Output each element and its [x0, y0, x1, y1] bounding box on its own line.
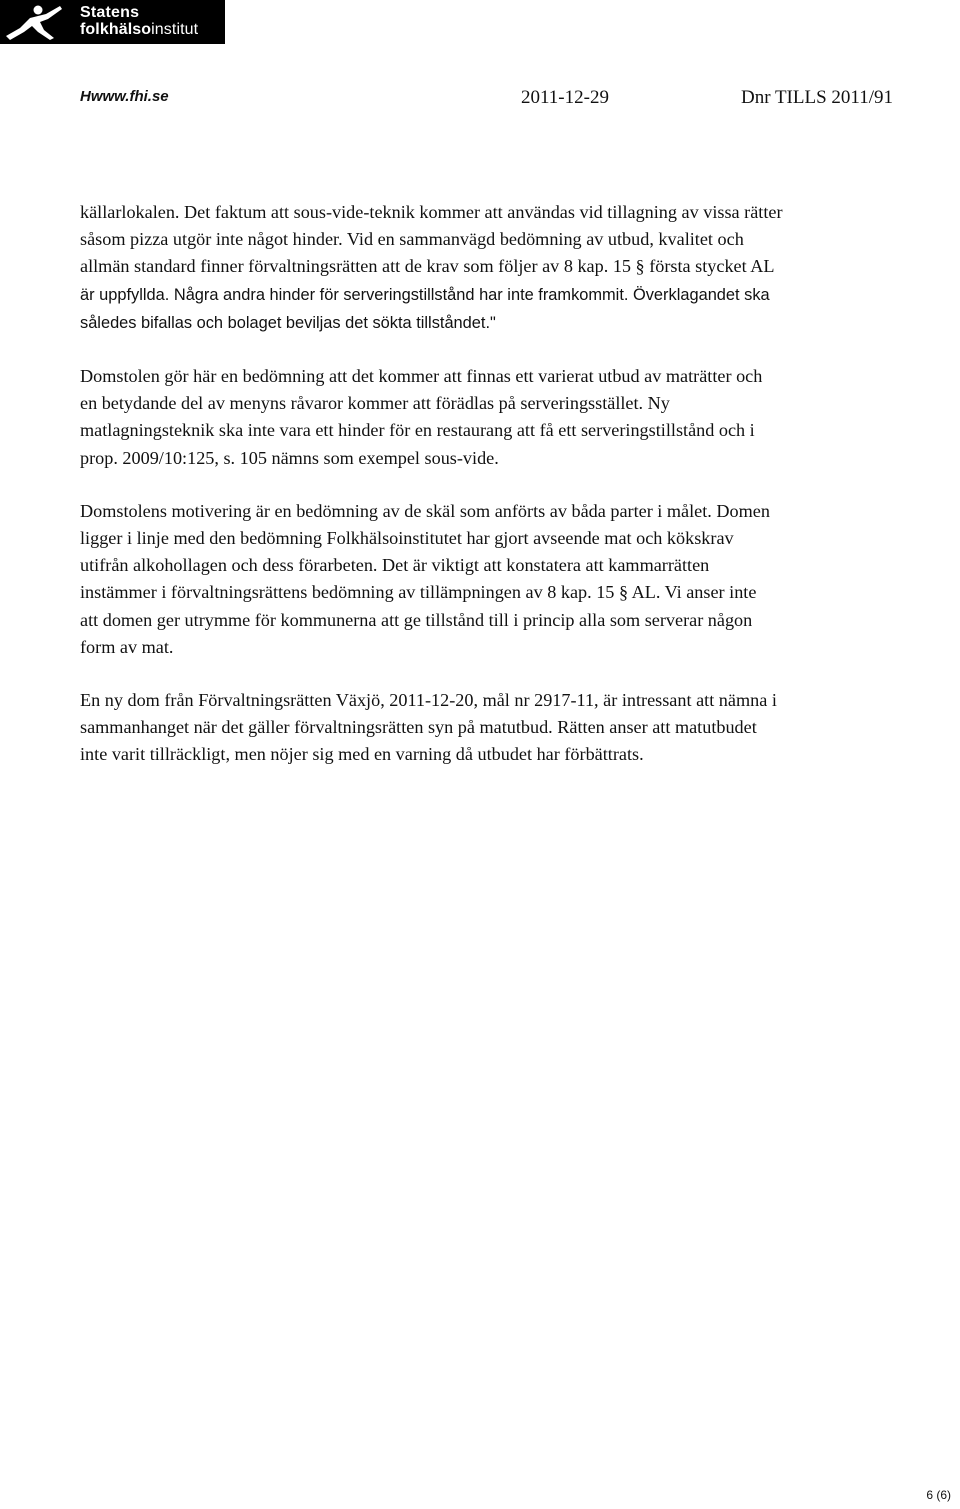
text-segment: såsom pizza utgör inte något hinder. Vid en sammanvägd bedömning av utbud, kvalitet och [80, 229, 744, 250]
text-line [80, 634, 910, 661]
text-line [80, 552, 910, 579]
logo [0, 0, 225, 44]
text-line [80, 253, 910, 280]
text-segment: ligger i linje med den bedömning Folkhälsoinstitutet har gjort avseende mat och kökskrav [80, 528, 734, 549]
text-segment: prop. 2009/10:125, s. 105 nämns som exempel sous-vide. [80, 447, 499, 468]
text-segment: att domen ger utrymme för kommunerna att ge tillstånd till i princip alla som serverar någon [80, 609, 753, 630]
header-dnr: Dnr TILLS 2011/91 [741, 87, 893, 108]
text-line [80, 390, 910, 417]
text-line [80, 281, 910, 309]
text-segment: således bifallas och bolaget beviljas det sökta tillståndet." [80, 313, 496, 332]
text-segment: sammanhanget när det gäller förvaltningsrätten syn på matutbud. Rätten anser att matutbudet [80, 717, 757, 738]
text-line [80, 226, 910, 253]
logo-line-2-rest: institut [151, 21, 199, 38]
text-segment: är uppfyllda. [80, 285, 174, 304]
text-segment: en betydande del av menyns råvaror kommer att förädlas på serveringsstället. Ny [80, 393, 670, 414]
text-line [80, 445, 910, 472]
header-website[interactable]: Hwww.fhi.se [80, 88, 169, 105]
text-line [80, 309, 910, 337]
text-segment: allmän standard finner förvaltningsrätten att de krav som följer av 8 kap. 15 § första stycket AL [80, 256, 775, 277]
text-segment: En ny dom från Förvaltningsrätten Växjö, 2011-12-20, mål nr 2917-11, är intressant att nämna i [80, 690, 777, 711]
logo-line-2 [80, 21, 198, 38]
text-line [80, 714, 910, 741]
text-segment: form av mat. [80, 636, 174, 657]
text-line [80, 579, 910, 606]
leaping-figure-icon [2, 2, 68, 42]
text-line [80, 525, 910, 552]
text-segment: Domstolens motivering är en bedömning av de skäl som anförts av båda parter i målet. Domen [80, 500, 770, 521]
text-line [80, 498, 910, 525]
text-line [80, 741, 910, 768]
text-segment: Några andra hinder för serveringstillstånd har inte framkommit. Överklagandet ska [173, 285, 770, 304]
text-segment: källarlokalen. Det faktum att sous-vide-teknik kommer att användas vid tillagning av vissa rätter [80, 202, 783, 222]
text-line [80, 687, 910, 714]
header-date: 2011-12-29 [521, 87, 609, 108]
body-paragraph [80, 687, 910, 769]
body-paragraph [80, 498, 910, 661]
text-line [80, 199, 910, 226]
body-paragraph [80, 363, 910, 472]
text-segment: Domstolen gör här en bedömning att det kommer att finnas ett varierat utbud av maträtter och [80, 366, 763, 387]
document-body [80, 199, 910, 795]
logo-line-2-bold: folkhälso [80, 21, 152, 38]
text-line [80, 417, 910, 444]
text-line [80, 607, 910, 634]
body-paragraph [80, 199, 910, 337]
text-segment: matlagningsteknik ska inte vara ett hinder för en restaurang att få ett serveringstillstånd och i [80, 420, 755, 441]
logo-text [80, 4, 198, 38]
logo-line-1: Statens [80, 4, 140, 21]
text-segment: inte varit tillräckligt, men nöjer sig med en varning då utbudet har förbättrats. [80, 744, 644, 765]
page-number: 6 (6) [926, 1488, 951, 1502]
text-line [80, 363, 910, 390]
text-segment: utifrån alkohollagen och dess förarbeten. Det är viktigt att konstatera att kammarrätten [80, 555, 710, 576]
text-segment: instämmer i förvaltningsrättens bedömning av tillämpningen av 8 kap. 15 § AL. Vi anser inte [80, 582, 757, 603]
